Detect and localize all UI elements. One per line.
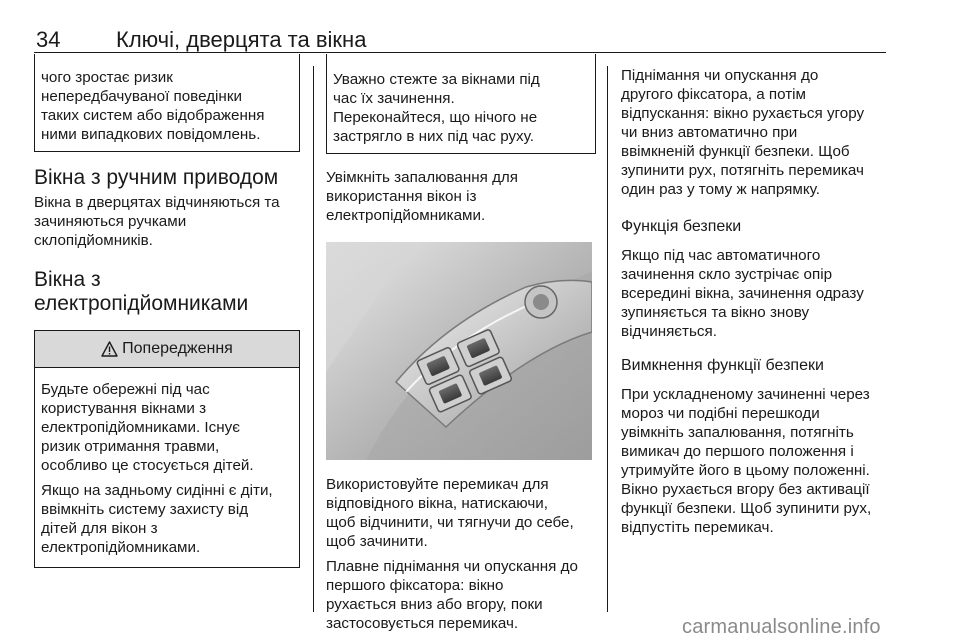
text-line: таких систем або відображення	[41, 107, 265, 124]
page-header	[34, 28, 886, 52]
text-line: чи вниз автоматично при	[621, 124, 798, 141]
text-line: ними випадкових повідомлень.	[41, 126, 261, 143]
text-line: відчиняється.	[621, 323, 717, 340]
column-3	[621, 54, 889, 537]
text-line: Плавне піднімання чи опускання до	[326, 558, 578, 575]
text-line: електропідйомниками.	[326, 207, 486, 224]
text-line: Використовуйте перемикач для	[326, 476, 549, 493]
text-line: всередині вікна, зачинення одразу	[621, 285, 864, 302]
text-line: чого зростає ризик	[41, 69, 173, 86]
text-line: Увімкніть запалювання для	[326, 169, 519, 186]
text-line: Уважно стежте за вікнами під	[333, 71, 540, 88]
text-line: зупинити рух, потягніть перемикач	[621, 162, 864, 179]
text-line: застосовується перемикач.	[326, 615, 519, 632]
text-line: зупиняється та вікно знову	[621, 304, 810, 321]
text-line: мороз чи подібні перешкоди	[621, 405, 820, 422]
heading-line: Вікна з	[34, 268, 101, 291]
paragraph	[621, 66, 889, 199]
header-rule	[34, 52, 886, 53]
paragraph	[326, 168, 596, 225]
warning-box	[34, 330, 300, 568]
text-line: утримуйте його в цьому положенні.	[621, 462, 870, 479]
text-line: електропідйомниками.	[41, 539, 201, 556]
subsection-heading: Вимкнення функції безпеки	[621, 357, 824, 374]
section-heading: Вікна з ручним приводом	[34, 166, 279, 189]
column-1	[34, 54, 300, 568]
subsection-heading: Функція безпеки	[621, 218, 742, 235]
text-line: непередбачуваної поведінки	[41, 88, 242, 105]
text-line: першого фіксатора: вікно	[326, 577, 504, 594]
paragraph	[621, 385, 889, 537]
text-line: щоб зачинити.	[326, 533, 428, 550]
text-line: зачиняються ручками	[34, 213, 187, 230]
text-line: склопідйомників.	[34, 232, 153, 249]
warning-header	[35, 330, 299, 368]
text-line: ввімкніть систему захисту від	[41, 501, 249, 518]
column-2	[326, 54, 596, 633]
watermark: carmanualsonline.info	[682, 616, 881, 638]
text-line: Якщо на задньому сидінні є діти,	[41, 482, 273, 499]
text-line: особливо це стосується дітей.	[41, 457, 254, 474]
text-line: функції безпеки. Щоб зупинити рух,	[621, 500, 872, 517]
page-title: Ключі, дверцята та вікна	[116, 27, 367, 52]
text-line: ризик отримання травми,	[41, 438, 220, 455]
text-line: Піднімання чи опускання до	[621, 67, 819, 84]
text-line: При ускладненому зачиненні через	[621, 386, 870, 403]
section-heading	[34, 268, 300, 316]
text-line: час їх зачинення.	[333, 90, 455, 107]
window-switch-panel-photo	[326, 242, 592, 460]
page-number: 34	[36, 27, 61, 52]
paragraph	[326, 557, 596, 633]
note-box	[326, 54, 596, 154]
text-line: Якщо під час автоматичного	[621, 247, 821, 264]
text-line: Вікна в дверцятах відчиняються та	[34, 194, 280, 211]
text-line: Переконайтеся, що нічого не	[333, 109, 538, 126]
text-line: другого фіксатора, а потім	[621, 86, 806, 103]
text-line: відповідного вікна, натискаючи,	[326, 495, 548, 512]
paragraph	[34, 193, 300, 250]
text-line: відпускання: вікно рухається угору	[621, 105, 865, 122]
text-line: ввімкненій функції безпеки. Щоб	[621, 143, 850, 160]
text-line: зачинення скло зустрічає опір	[621, 266, 833, 283]
text-line: використання вікон із	[326, 188, 477, 205]
paragraph	[621, 246, 889, 341]
text-line: щоб відчинити, чи тягнучи до себе,	[326, 514, 574, 531]
text-line: рухається вниз або вгору, поки	[326, 596, 543, 613]
column-divider	[313, 66, 314, 612]
warning-title: Попередження	[122, 340, 233, 357]
paragraph	[326, 475, 596, 551]
text-line: користування вікнами з	[41, 400, 207, 417]
note-box	[34, 54, 300, 152]
text-line: відпустіть перемикач.	[621, 519, 774, 536]
text-line: увімкніть запалювання, потягніть	[621, 424, 854, 441]
text-line: електропідйомниками. Існує	[41, 419, 240, 436]
text-line: один раз у тому ж напрямку.	[621, 181, 820, 198]
warning-triangle-icon	[101, 341, 118, 357]
heading-line: електропідйомниками	[34, 292, 249, 315]
column-divider	[607, 66, 608, 612]
text-line: вимикач до першого положення і	[621, 443, 854, 460]
text-line: Будьте обережні під час	[41, 381, 210, 398]
warning-body	[35, 368, 299, 567]
text-line: Вікно рухається вгору без активації	[621, 481, 870, 498]
text-line: застрягло в них під час руху.	[333, 128, 534, 145]
text-line: дітей для вікон з	[41, 520, 158, 537]
